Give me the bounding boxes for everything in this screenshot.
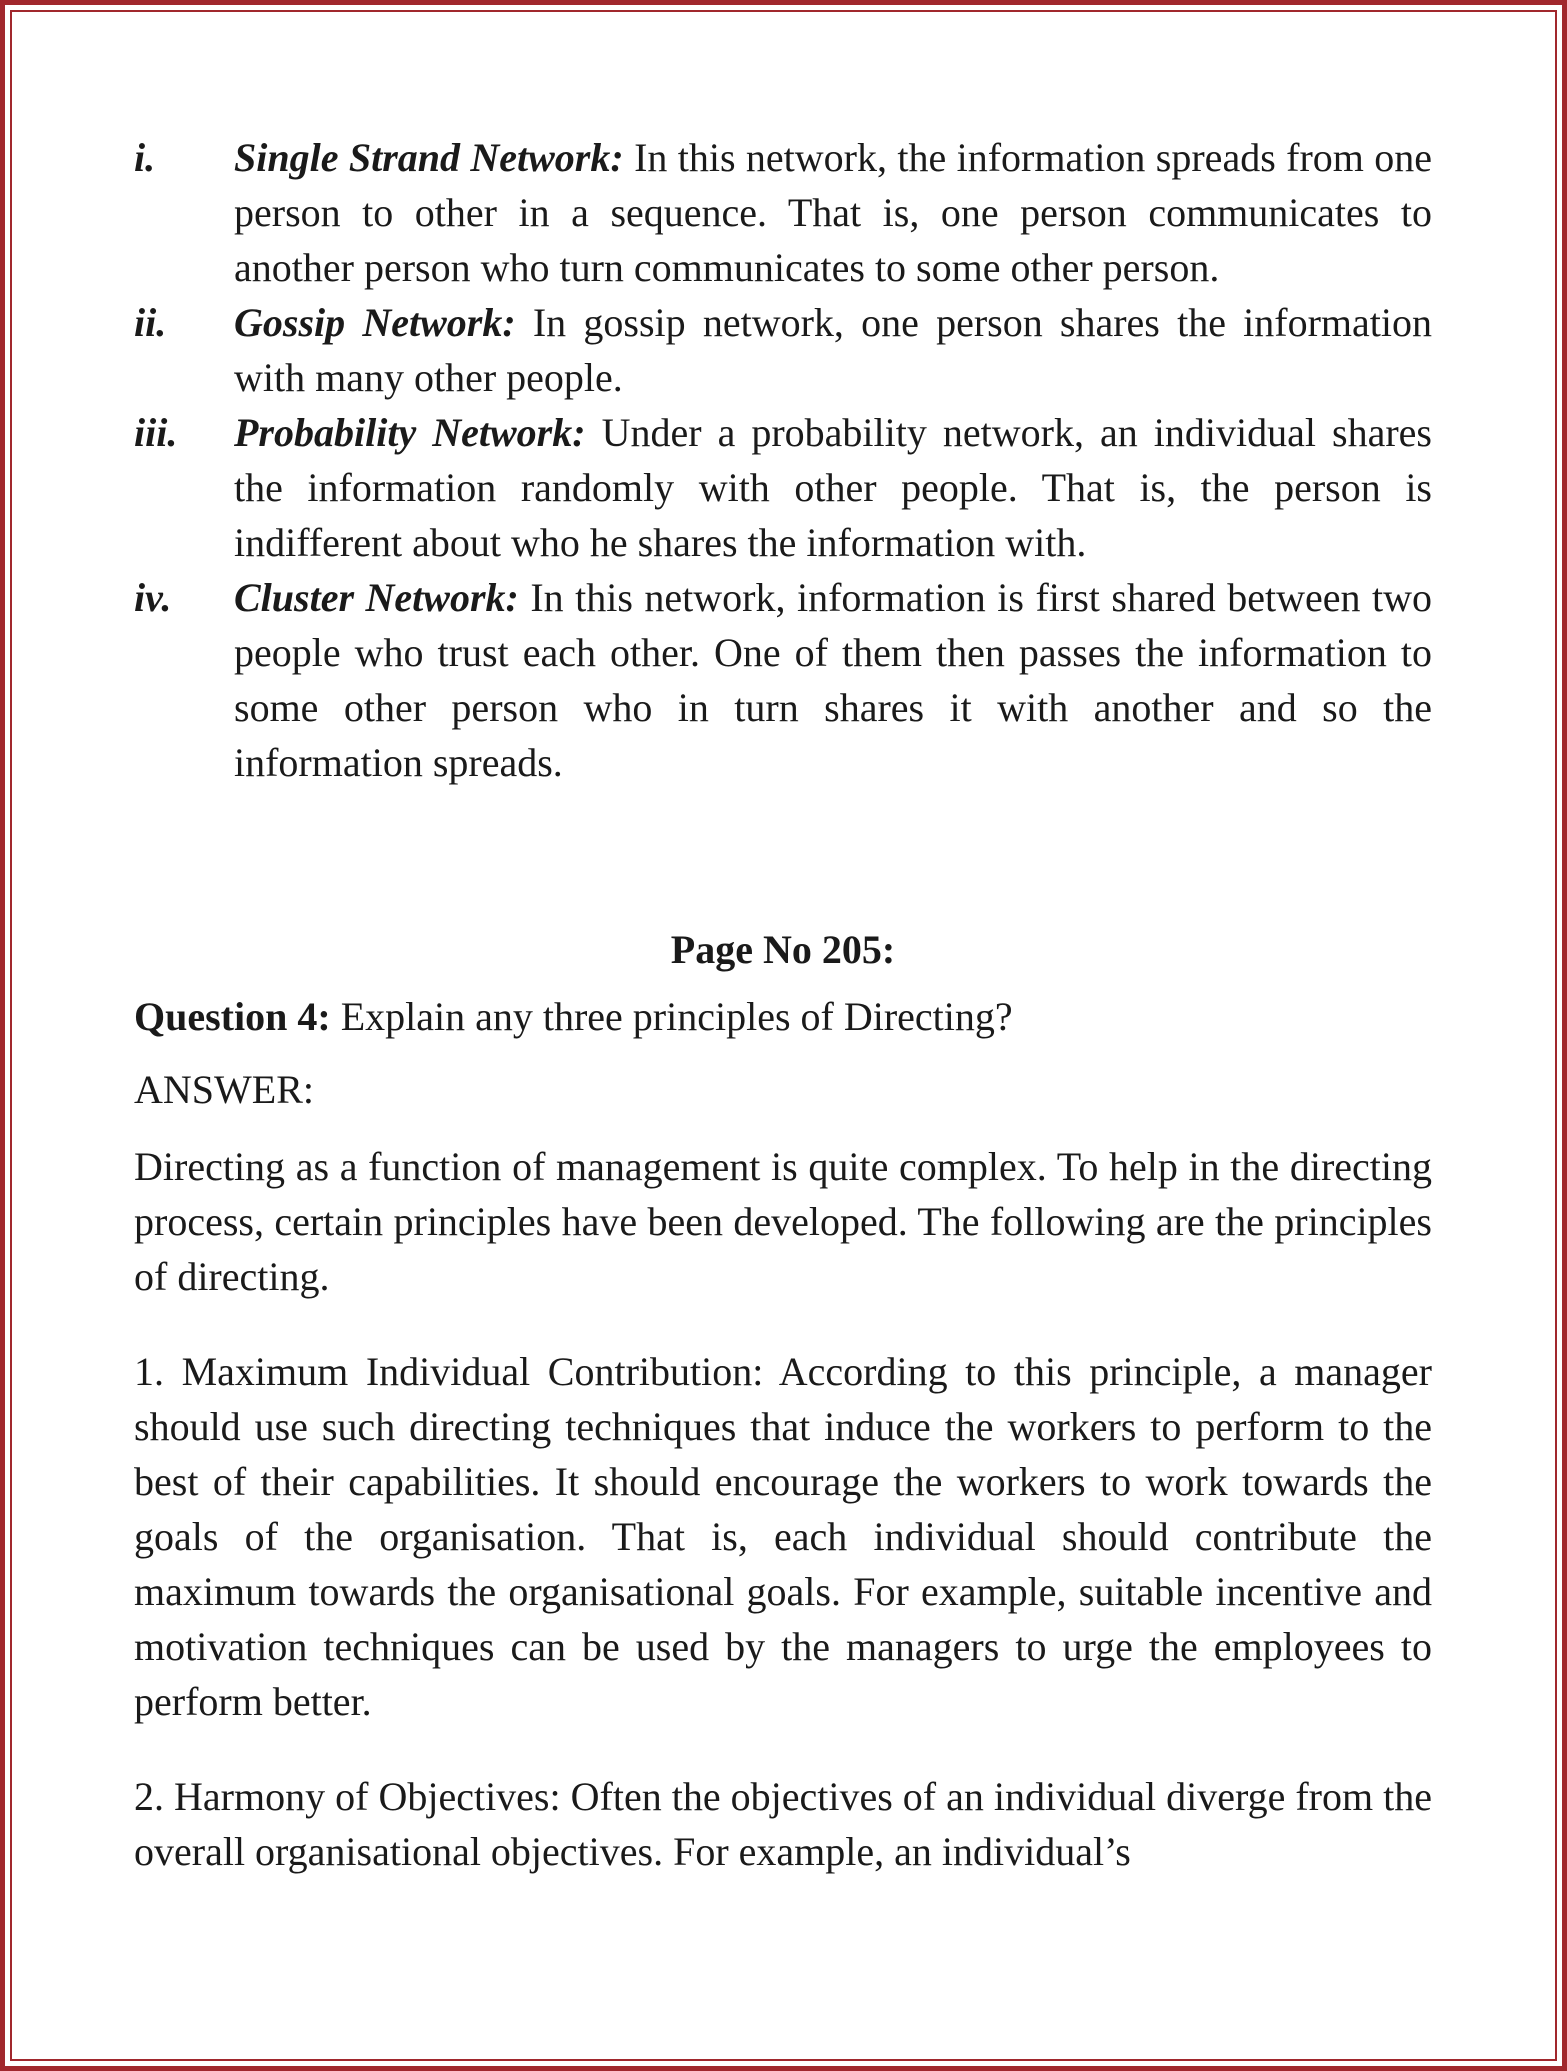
list-item-term: Cluster Network:: [234, 575, 519, 620]
document-page: [134, 130, 1432, 1919]
list-item-text: In gossip network, one person shares the information with many other people.: [234, 300, 1432, 400]
list-item-term: Probability Network:: [234, 410, 586, 455]
intro-paragraph: Directing as a function of management is quite complex. To help in the directing process, certain principles have been developed. The following are the principles of directing.: [134, 1144, 1432, 1299]
list-item-body: [234, 295, 1432, 405]
page-number-heading: Page No 205:: [670, 927, 896, 972]
list-item: [134, 130, 1432, 295]
list-item: [134, 405, 1432, 570]
list-marker: iv.: [134, 575, 172, 620]
list-item-text: In this network, the information spreads from one person to other in a sequence. That is, one person communicates to another person who turn communicates to some other person.: [234, 135, 1432, 290]
list-item: [134, 295, 1432, 405]
question-text: Explain any three principles of Directing?: [330, 994, 1013, 1039]
list-item-body: [234, 570, 1432, 790]
list-item-text: Under a probability network, an individual shares the information randomly with other people. That is, the person is indifferent about who he shares the information with.: [234, 410, 1432, 565]
network-list: [134, 130, 1432, 790]
question: [134, 989, 1432, 1044]
list-item-body: [234, 405, 1432, 570]
question-label: Question 4:: [134, 994, 331, 1039]
list-item: [134, 570, 1432, 790]
list-item-body: [234, 130, 1432, 295]
list-marker: ii.: [134, 300, 167, 345]
answer-label: ANSWER:: [134, 1067, 314, 1112]
list-item-term: Single Strand Network:: [234, 135, 624, 180]
principle-paragraph: 2. Harmony of Objectives: Often the objectives of an individual diverge from the overall organisational objectives. For example, an individual’s: [134, 1774, 1432, 1874]
list-marker: i.: [134, 135, 156, 180]
list-marker: iii.: [134, 410, 178, 455]
list-item-text: In this network, information is first shared between two people who trust each other. One of them then passes the information to some other person who in turn shares it with another and so the information spreads.: [234, 575, 1432, 785]
principle-paragraph: 1. Maximum Individual Contribution: According to this principle, a manager should use such directing techniques that induce the workers to perform to the best of their capabilities. It should encourage the workers to work towards the goals of the organisation. That is, each individual should contribute the maximum towards the organisational goals. For example, suitable incentive and motivation techniques can be used by the managers to urge the employees to perform better.: [134, 1349, 1432, 1724]
list-item-term: Gossip Network:: [234, 300, 516, 345]
